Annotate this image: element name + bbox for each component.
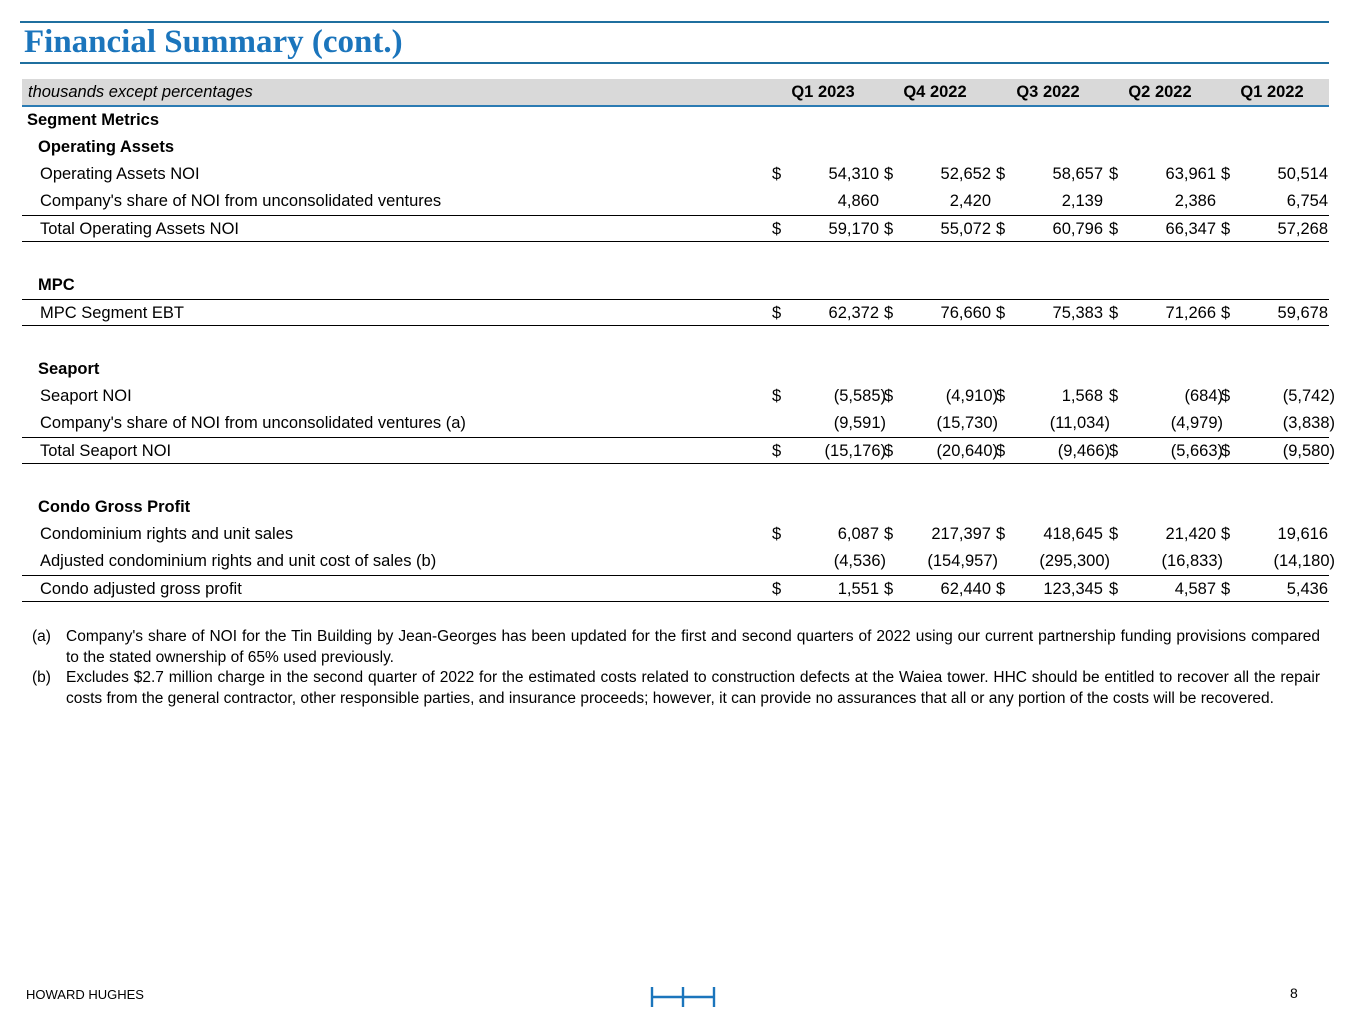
table-cell: 59,678 bbox=[1277, 304, 1328, 322]
table-cell: (9,580) bbox=[1282, 442, 1335, 460]
currency-symbol: $ bbox=[772, 220, 782, 238]
footnote-text: Excludes $2.7 million charge in the second quarter of 2022 for the estimated costs related to construction defects at the Waiea tower. HHC should be entitled to recover all the repair costs from the general contractor, other responsible parties, and insurance proceeds; however, it can provide no assurances that all or any portion of the costs will be recovered. bbox=[66, 669, 1320, 707]
column-header-q1-2022: Q1 2022 bbox=[1240, 83, 1304, 101]
financial-table bbox=[22, 79, 1335, 602]
footnote-a bbox=[32, 627, 1320, 668]
table-cell: 19,616 bbox=[1277, 525, 1328, 543]
table-cell: 54,310 bbox=[828, 165, 879, 183]
table-row bbox=[22, 521, 1329, 548]
currency-symbol: $ bbox=[884, 220, 894, 238]
table-cell: (3,838) bbox=[1282, 414, 1335, 432]
row-label: Total Operating Assets NOI bbox=[40, 220, 240, 238]
footnotes bbox=[32, 627, 1320, 709]
table-cell: 75,383 bbox=[1052, 304, 1103, 322]
group-spacer bbox=[22, 326, 1329, 356]
table-row bbox=[22, 548, 1335, 575]
section-label: Segment Metrics bbox=[27, 111, 160, 129]
row-label: Condo adjusted gross profit bbox=[40, 580, 242, 598]
currency-symbol: $ bbox=[772, 165, 782, 183]
currency-symbol: $ bbox=[772, 442, 782, 460]
table-cell: (154,957) bbox=[927, 552, 998, 570]
group-header-operating-assets bbox=[22, 134, 1329, 161]
currency-symbol: $ bbox=[1109, 165, 1119, 183]
row-label: Seaport NOI bbox=[40, 387, 132, 405]
hh-logo-icon bbox=[650, 986, 716, 1008]
currency-symbol: $ bbox=[1109, 304, 1119, 322]
table-cell: 2,420 bbox=[949, 192, 991, 210]
currency-symbol: $ bbox=[1221, 525, 1231, 543]
table-cell: 59,170 bbox=[828, 220, 879, 238]
currency-symbol: $ bbox=[884, 387, 894, 405]
table-cell: 62,372 bbox=[828, 304, 879, 322]
table-cell: 2,386 bbox=[1174, 192, 1216, 210]
currency-symbol: $ bbox=[996, 165, 1006, 183]
table-cell: 1,568 bbox=[1061, 387, 1103, 405]
table-cell: (15,730) bbox=[936, 414, 998, 432]
table-cell: 62,440 bbox=[940, 580, 991, 598]
page-title: Financial Summary (cont.) bbox=[24, 24, 403, 60]
group-label: Seaport bbox=[38, 360, 100, 378]
table-cell: 60,796 bbox=[1052, 220, 1103, 238]
footnote-mark: (b) bbox=[32, 669, 51, 686]
group-label: Operating Assets bbox=[38, 138, 175, 156]
currency-symbol: $ bbox=[1109, 220, 1119, 238]
currency-symbol: $ bbox=[884, 525, 894, 543]
table-cell: 6,754 bbox=[1286, 192, 1328, 210]
group-header-mpc bbox=[22, 272, 1329, 299]
table-cell: 6,087 bbox=[837, 525, 879, 543]
table-row bbox=[22, 188, 1329, 215]
currency-symbol: $ bbox=[884, 304, 894, 322]
table-row bbox=[22, 161, 1329, 188]
table-cell: (15,176) bbox=[824, 442, 886, 460]
group-label: MPC bbox=[38, 276, 75, 294]
table-cell: 76,660 bbox=[940, 304, 991, 322]
currency-symbol: $ bbox=[884, 165, 894, 183]
currency-symbol: $ bbox=[996, 220, 1006, 238]
currency-symbol: $ bbox=[996, 387, 1006, 405]
table-cell: (4,536) bbox=[833, 552, 886, 570]
table-cell: 63,961 bbox=[1165, 165, 1216, 183]
title-rule bbox=[20, 62, 1329, 64]
table-cell: 52,652 bbox=[940, 165, 991, 183]
group-spacer bbox=[22, 242, 1329, 272]
footer-company: HOWARD HUGHES bbox=[26, 987, 144, 1002]
currency-symbol: $ bbox=[1221, 442, 1231, 460]
row-label: Condominium rights and unit sales bbox=[40, 525, 294, 543]
column-header-q3-2022: Q3 2022 bbox=[1016, 83, 1080, 101]
table-cell: 1,551 bbox=[837, 580, 879, 598]
currency-symbol: $ bbox=[996, 304, 1006, 322]
table-cell: 55,072 bbox=[940, 220, 991, 238]
currency-symbol: $ bbox=[772, 387, 782, 405]
table-cell: 21,420 bbox=[1165, 525, 1216, 543]
currency-symbol: $ bbox=[1109, 442, 1119, 460]
currency-symbol: $ bbox=[1221, 580, 1231, 598]
table-row bbox=[22, 410, 1335, 437]
table-cell: (5,742) bbox=[1282, 387, 1335, 405]
table-cell: (4,910) bbox=[945, 387, 998, 405]
group-label: Condo Gross Profit bbox=[38, 498, 191, 516]
currency-symbol: $ bbox=[1221, 165, 1231, 183]
table-cell: 71,266 bbox=[1165, 304, 1216, 322]
units-label: thousands except percentages bbox=[28, 83, 253, 101]
table-cell: (16,833) bbox=[1161, 552, 1223, 570]
currency-symbol: $ bbox=[1109, 387, 1119, 405]
currency-symbol: $ bbox=[884, 580, 894, 598]
table-cell: 123,345 bbox=[1043, 580, 1103, 598]
table-cell: (684) bbox=[1184, 387, 1223, 405]
table-cell: (9,466) bbox=[1057, 442, 1110, 460]
row-label: MPC Segment EBT bbox=[40, 304, 184, 322]
section-row bbox=[22, 107, 1329, 134]
row-label: Operating Assets NOI bbox=[40, 165, 200, 183]
table-cell: (11,034) bbox=[1049, 414, 1110, 432]
group-header-seaport bbox=[22, 356, 1329, 383]
table-row bbox=[22, 299, 1329, 326]
table-cell: (20,640) bbox=[936, 442, 998, 460]
currency-symbol: $ bbox=[772, 580, 782, 598]
footnote-b bbox=[32, 668, 1320, 709]
column-header-q1-2023: Q1 2023 bbox=[791, 83, 855, 101]
currency-symbol: $ bbox=[996, 525, 1006, 543]
table-cell: 4,860 bbox=[837, 192, 879, 210]
table-cell: 66,347 bbox=[1165, 220, 1216, 238]
currency-symbol: $ bbox=[996, 580, 1006, 598]
row-label: Company's share of NOI from unconsolidated ventures bbox=[40, 192, 442, 210]
row-label: Adjusted condominium rights and unit cost of sales (b) bbox=[40, 552, 437, 570]
table-cell: 418,645 bbox=[1043, 525, 1103, 543]
table-cell: (4,979) bbox=[1170, 414, 1223, 432]
table-cell: (14,180) bbox=[1273, 552, 1335, 570]
currency-symbol: $ bbox=[1109, 525, 1119, 543]
currency-symbol: $ bbox=[772, 525, 782, 543]
group-spacer bbox=[22, 464, 1329, 494]
row-label: Company's share of NOI from unconsolidated ventures (a) bbox=[40, 414, 466, 432]
footnote-text: Company's share of NOI for the Tin Building by Jean-Georges has been updated for the first and second quarters of 2022 using our current partnership funding provisions compared to the stated ownership of 65% used previously. bbox=[66, 628, 1320, 666]
table-row bbox=[22, 215, 1329, 242]
table-cell: (295,300) bbox=[1039, 552, 1110, 570]
column-header-q2-2022: Q2 2022 bbox=[1128, 83, 1192, 101]
table-cell: (5,663) bbox=[1170, 442, 1223, 460]
currency-symbol: $ bbox=[1221, 220, 1231, 238]
table-body bbox=[22, 134, 1335, 602]
row-label: Total Seaport NOI bbox=[40, 442, 172, 460]
currency-symbol: $ bbox=[1221, 387, 1231, 405]
table-row bbox=[22, 383, 1335, 410]
table-cell: 50,514 bbox=[1277, 165, 1328, 183]
table-row bbox=[22, 575, 1329, 602]
footnote-mark: (a) bbox=[32, 628, 51, 645]
currency-symbol: $ bbox=[772, 304, 782, 322]
currency-symbol: $ bbox=[996, 442, 1006, 460]
table-cell: 4,587 bbox=[1174, 580, 1216, 598]
table-cell: (9,591) bbox=[833, 414, 886, 432]
currency-symbol: $ bbox=[1221, 304, 1231, 322]
table-cell: 57,268 bbox=[1277, 220, 1328, 238]
table-row bbox=[22, 437, 1335, 464]
currency-symbol: $ bbox=[1109, 580, 1119, 598]
table-cell: 2,139 bbox=[1061, 192, 1103, 210]
column-header-q4-2022: Q4 2022 bbox=[903, 83, 967, 101]
table-header bbox=[22, 79, 1329, 107]
currency-symbol: $ bbox=[884, 442, 894, 460]
table-cell: 5,436 bbox=[1286, 580, 1328, 598]
table-cell: (5,585) bbox=[833, 387, 886, 405]
group-header-condo-gross-profit bbox=[22, 494, 1329, 521]
page-number: 8 bbox=[1290, 985, 1298, 1001]
table-cell: 58,657 bbox=[1052, 165, 1103, 183]
table-cell: 217,397 bbox=[931, 525, 991, 543]
